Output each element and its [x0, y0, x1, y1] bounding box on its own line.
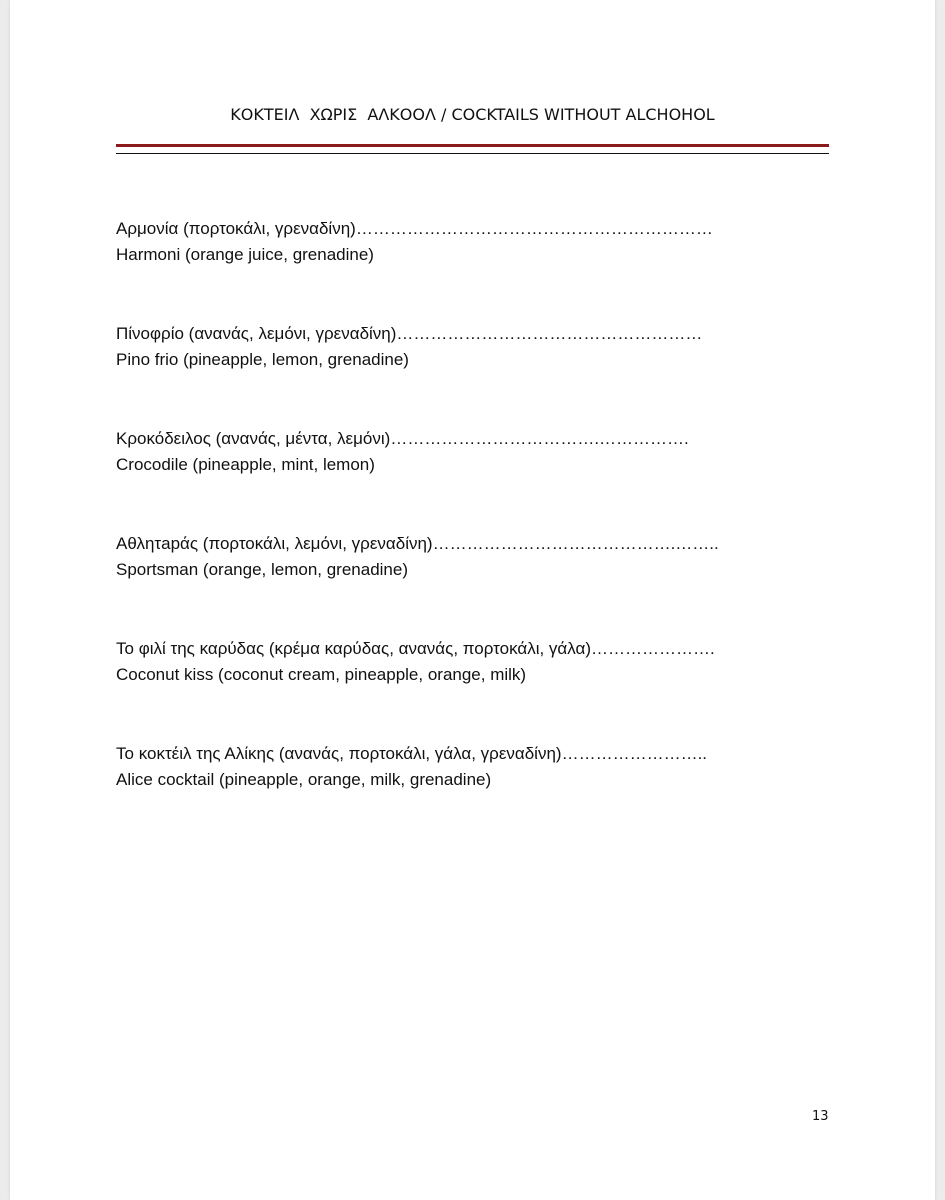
menu-item-english: Coconut kiss (coconut cream, pineapple, orange, milk): [116, 665, 527, 684]
menu-item: [116, 321, 826, 373]
menu-item: [116, 741, 826, 793]
menu-item: [116, 636, 826, 688]
page-number: 13: [812, 1109, 829, 1124]
menu-item-greek: Το φιλί της καρύδας (κρέμα καρύδας, ανανάς, πορτοκάλι, γάλα)………………….: [116, 639, 715, 658]
menu-item: [116, 426, 826, 478]
document-page: [10, 0, 935, 1200]
menu-item-greek: Αρμονία (πορτοκάλι, γρεναδίνη)………………………………………………………: [116, 219, 713, 238]
menu-item-greek: Αθλητарάς (πορτοκάλι, λεμόνι, γρεναδίνη)…………………………………….……..: [116, 534, 719, 553]
menu-item-english: Pino frio (pineapple, lemon, grenadine): [116, 350, 409, 369]
page-title: ΚΟΚΤΕΙΛ ΧΩΡΙΣ ΑΛΚΟΟΛ / COCKTAILS WITHOUT ALCHOHOL: [230, 105, 715, 124]
menu-item-english: Alice cocktail (pineapple, orange, milk, grenadine): [116, 770, 492, 789]
menu-item: [116, 216, 826, 268]
menu-item-english: Crocodile (pineapple, mint, lemon): [116, 455, 375, 474]
menu-item-greek: Κροκόδειλος (ανανάς, μέντα, λεμόνι)……………………………….…………….: [116, 429, 689, 448]
menu-item: [116, 531, 826, 583]
menu-item-english: Sportsman (orange, lemon, grenadine): [116, 560, 408, 579]
header-rule-black: [116, 153, 829, 154]
header-rule-red: [116, 144, 829, 147]
menu-item-greek: Το κοκτέιλ της Αλίκης (ανανάς, πορτοκάλι, γάλα, γρεναδίνη)……………………..: [116, 744, 708, 763]
menu-item-greek: Πίνοφρίο (ανανάς, λεμόνι, γρεναδίνη)………………………………………………: [116, 324, 703, 343]
menu-item-english: Harmoni (orange juice, grenadine): [116, 245, 374, 264]
